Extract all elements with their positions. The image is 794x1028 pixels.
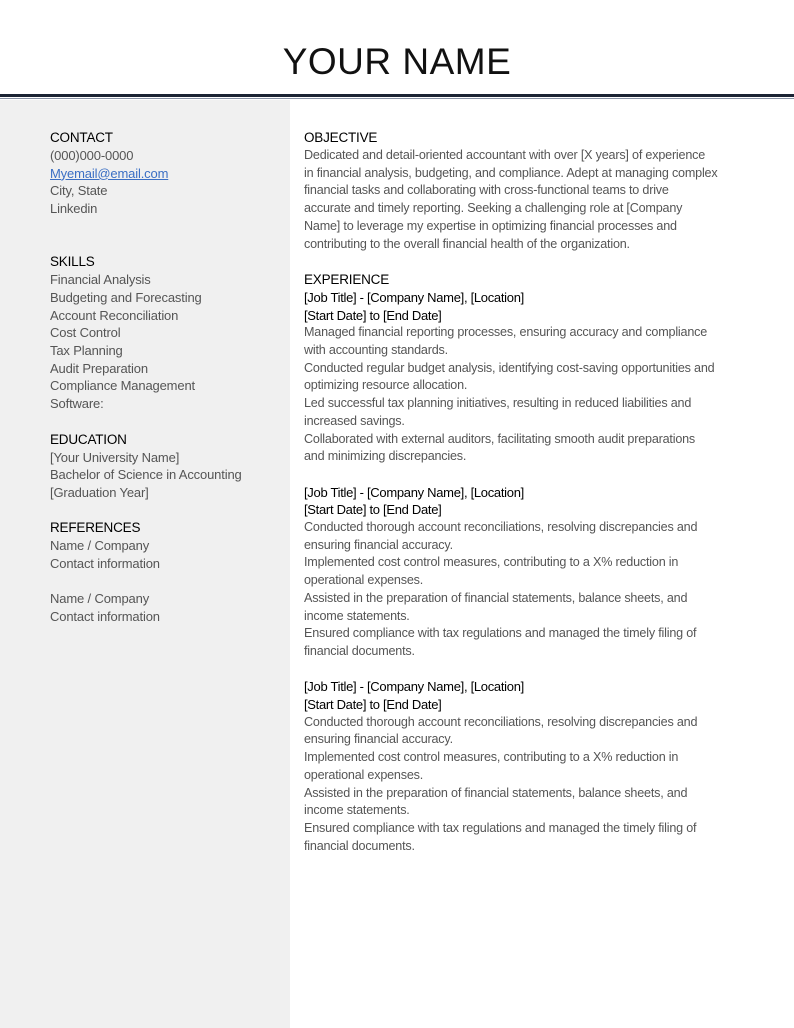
contact-section: [50, 129, 286, 218]
job-title: [Job Title] - [Company Name], [Location]: [304, 679, 524, 695]
job-line: and minimizing discrepancies.: [304, 449, 467, 464]
contact-heading: CONTACT: [50, 130, 113, 145]
job-title: [Job Title] - [Company Name], [Location]: [304, 289, 524, 305]
skills-section: [50, 253, 286, 413]
job-dates: [Start Date] to [End Date]: [304, 697, 442, 713]
left-column: [50, 129, 286, 626]
job-line: optimizing resource allocation.: [304, 378, 468, 393]
education-university: [Your University Name]: [50, 449, 180, 465]
objective-line: financial tasks and collaborating with cross-functional teams to drive: [304, 183, 669, 198]
skills-list: [50, 271, 286, 413]
job-line: Assisted in the preparation of financial statements, balance sheets, and: [304, 590, 688, 605]
reference-contact: Contact information: [50, 556, 160, 571]
job-line: with accounting standards.: [304, 343, 448, 358]
experience-heading: EXPERIENCE: [304, 271, 390, 287]
job-line: Ensured compliance with tax regulations and managed the timely filing of: [304, 626, 697, 641]
header-divider-thin: [0, 98, 794, 99]
references-section: [50, 519, 286, 626]
job-line: Implemented cost control measures, contributing to a X% reduction in: [304, 750, 679, 765]
objective-heading: OBJECTIVE: [304, 130, 378, 145]
job-entry: [304, 484, 754, 661]
skill-item: Financial Analysis: [50, 272, 151, 288]
skill-item: Tax Planning: [50, 343, 123, 358]
job-title: [Job Title] - [Company Name], [Location]: [304, 484, 524, 500]
job-line: income statements.: [304, 608, 410, 623]
contact-email-link[interactable]: Myemail@email.com: [50, 165, 169, 181]
contact-linkedin: Linkedin: [50, 201, 98, 217]
header-divider-thick: [0, 94, 794, 97]
skill-item: Budgeting and Forecasting: [50, 289, 202, 305]
resume-name: YOUR NAME: [282, 41, 512, 82]
references-heading: REFERENCES: [50, 520, 141, 536]
education-degree: Bachelor of Science in Accounting: [50, 467, 242, 483]
job-line: Conducted regular budget analysis, identifying cost-saving opportunities and: [304, 360, 715, 375]
right-column: [304, 129, 754, 855]
job-line: Collaborated with external auditors, facilitating smooth audit preparations: [304, 431, 696, 446]
education-heading: EDUCATION: [50, 431, 127, 447]
job-line: Conducted thorough account reconciliations, resolving discrepancies and: [304, 520, 698, 535]
reference-name: Name / Company: [50, 591, 150, 607]
objective-section: [304, 129, 754, 253]
job-dates: [Start Date] to [End Date]: [304, 502, 442, 518]
job-line: operational expenses.: [304, 573, 424, 588]
job-entry: [304, 678, 754, 855]
skill-item: Compliance Management: [50, 378, 195, 394]
education-section: [50, 431, 286, 502]
job-line: Ensured compliance with tax regulations and managed the timely filing of: [304, 820, 697, 835]
job-line: income statements.: [304, 803, 410, 818]
contact-location: City, State: [50, 183, 108, 199]
skill-item: Cost Control: [50, 325, 121, 341]
job-line: ensuring financial accuracy.: [304, 537, 453, 552]
job-dates: [Start Date] to [End Date]: [304, 307, 442, 323]
job-line: increased savings.: [304, 413, 405, 428]
skill-item: Software:: [50, 396, 104, 412]
skills-heading: SKILLS: [50, 254, 95, 270]
job-entry: [304, 289, 754, 466]
reference-name: Name / Company: [50, 538, 150, 554]
objective-line: in financial analysis, budgeting, and compliance. Adept at managing complex: [304, 165, 718, 180]
objective-line: Dedicated and detail-oriented accountant with over [X years] of experience: [304, 148, 706, 162]
job-line: Assisted in the preparation of financial statements, balance sheets, and: [304, 785, 688, 800]
skill-item: Audit Preparation: [50, 360, 148, 376]
job-line: Conducted thorough account reconciliations, resolving discrepancies and: [304, 714, 698, 729]
job-line: Managed financial reporting processes, ensuring accuracy and compliance: [304, 325, 708, 340]
objective-line: contributing to the overall financial health of the organization.: [304, 236, 630, 251]
education-graduation: [Graduation Year]: [50, 484, 149, 500]
job-line: financial documents.: [304, 838, 415, 853]
job-line: Led successful tax planning initiatives, resulting in reduced liabilities and: [304, 396, 692, 411]
objective-line: Name] to leverage my expertise in optimizing financial processes and: [304, 218, 677, 233]
contact-phone: (000)000-0000: [50, 148, 134, 163]
reference-contact: Contact information: [50, 609, 160, 625]
job-line: ensuring financial accuracy.: [304, 732, 453, 747]
skill-item: Account Reconciliation: [50, 307, 179, 323]
experience-section: [304, 271, 754, 855]
objective-line: accurate and timely reporting. Seeking a challenging role at [Company: [304, 201, 683, 216]
job-line: financial documents.: [304, 643, 415, 658]
job-line: Implemented cost control measures, contributing to a X% reduction in: [304, 555, 679, 570]
job-line: operational expenses.: [304, 767, 424, 782]
